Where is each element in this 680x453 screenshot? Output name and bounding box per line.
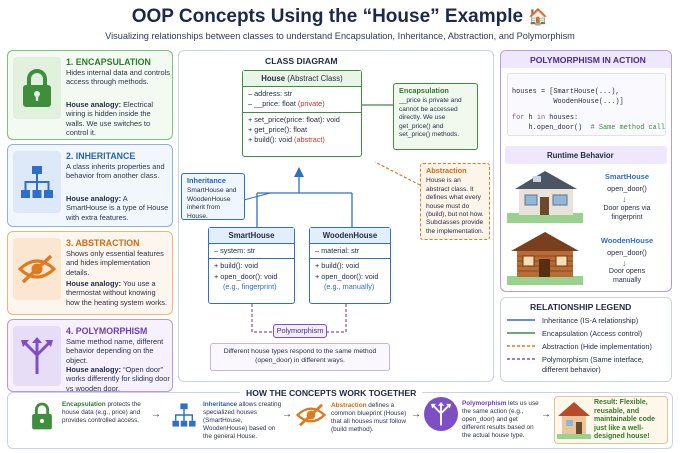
house-attribute: – address: str (248, 89, 293, 98)
card-description: A class inherits properties and behavior from another class. (66, 162, 165, 181)
eye-slash-icon (296, 402, 326, 433)
woodenhouse-method-tag: (e.g., manually) (324, 281, 375, 291)
runtime-wooden-call: open_door() (607, 248, 647, 257)
house-attribute: – __price: float (private) (248, 99, 325, 109)
legend-item: Inheritance (IS-A relationship) (542, 316, 639, 325)
down-arrow-icon: ↓ (622, 194, 627, 204)
smart-house-image (507, 167, 583, 223)
lock-icon (30, 401, 54, 436)
polymorphism-label: Polymorphism (273, 324, 327, 338)
card-description: Shows only essential features and hides implementation details. (66, 249, 164, 277)
smarthouse-class-name: SmartHouse (209, 228, 294, 244)
together-item-inheritance: Inheritance allows creating specialized houses (SmartHouse, WoodenHouse) based on the general House. (203, 401, 282, 440)
arrow-right-icon: → (411, 409, 421, 420)
legend-item: Encapsulation (Access control) (542, 329, 643, 338)
polymorphism-caption: Different house types respond to the same method (open_door) in different ways. (210, 343, 390, 371)
runtime-smart-result: Door opens via fingerprint (603, 205, 651, 221)
polymorphism-panel-title: POLYMORPHISM IN ACTION (530, 55, 646, 65)
house-method: + build(): void (abstract) (248, 135, 325, 145)
woodenhouse-attribute: – material: str (315, 246, 360, 255)
down-arrow-icon: ↓ (622, 258, 627, 268)
smarthouse-method-tag: (e.g., fingerprint) (223, 281, 277, 291)
branching-arrows-circle-icon (424, 397, 458, 431)
page-title: OOP Concepts Using the “House” Example 🏠 (131, 6, 549, 27)
woodenhouse-class-box (309, 227, 391, 304)
encapsulation-note: Encapsulation __price is private and cannot be accessed directly. We use get_price() and set_price() methods. (393, 83, 478, 150)
smarthouse-method: + open_door(): void (214, 271, 278, 281)
house-emoji-icon: 🏠 (528, 9, 549, 26)
card-analogy: House analogy: A SmartHouse is a type of House with extra features. (66, 194, 169, 222)
smarthouse-method: + build(): void (214, 261, 259, 271)
inheritance-note: Inheritance SmartHouse and WoodenHouse inherit from House. (181, 173, 245, 220)
page-subtitle: Visualizing relationships between classes to understand Encapsulation, Inheritance, Abstraction, and Polymorphism (105, 31, 575, 41)
card-heading: 1. ENCAPSULATION (66, 57, 151, 67)
class-diagram-title: CLASS DIAGRAM (265, 56, 338, 66)
code-line: for h in houses: (512, 114, 579, 122)
runtime-title: Runtime Behavior (547, 151, 614, 160)
house-method: + set_price(price: float): void (248, 114, 340, 124)
woodenhouse-method: + open_door(): void (315, 271, 379, 281)
card-heading: 2. INHERITANCE (66, 151, 136, 161)
card-heading: 3. ABSTRACTION (66, 238, 140, 248)
smarthouse-attribute: – system: str (214, 246, 256, 255)
code-block (507, 73, 666, 136)
card-heading: 4. POLYMORPHISM (66, 326, 148, 336)
woodenhouse-method: + build(): void (315, 261, 360, 271)
arrow-right-icon: → (151, 409, 161, 420)
card-description: Hides internal data and controls access through methods. (66, 68, 170, 87)
code-line: WoodenHouse(...)] (512, 98, 624, 106)
legend-title: RELATIONSHIP LEGEND (530, 302, 632, 312)
runtime-wooden-name: WoodenHouse (600, 236, 654, 245)
house-class-box (242, 70, 362, 157)
arrow-right-icon: → (282, 409, 292, 420)
legend-item: Abstraction (Hide implementation) (542, 342, 652, 351)
abstraction-note: Abstraction House is an abstract class. It defines what every house must do (build), but not how. Subclasses provide the implementation. (420, 163, 490, 240)
together-item-encapsulation: Encapsulation protects the house data (e.g., price) and provides controlled access. (62, 401, 141, 424)
card-description: Same method name, different behavior depending on the object. (66, 337, 164, 365)
runtime-wooden-result: Door opens manually (608, 268, 646, 284)
runtime-smart-call: open_door() (607, 184, 647, 193)
legend-item: Polymorphism (Same interface, different behavior) (542, 355, 644, 374)
smarthouse-class-box (208, 227, 295, 304)
code-line: h.open_door() # Same method call (512, 124, 666, 132)
card-analogy: House analogy: “Open door” works differently for sliding door vs wooden door. (66, 365, 170, 393)
arrow-right-icon: → (541, 409, 551, 420)
legend-swatches (507, 313, 537, 377)
house-class-name: House (Abstract Class) (243, 71, 361, 87)
house-method: + get_price(): float (248, 124, 308, 134)
together-item-polymorphism: Polymorphism lets us use the same action (e.g., open_door) and get different results based on the actual house type. (462, 400, 539, 439)
card-analogy: House analogy: You use a thermostat without knowing how the heating system works. (66, 279, 168, 307)
woodenhouse-class-name: WoodenHouse (310, 228, 390, 244)
wooden-house-image (507, 229, 583, 285)
runtime-smart-name: SmartHouse (604, 172, 650, 181)
code-line: houses = [SmartHouse(...), (512, 88, 620, 96)
hierarchy-icon (171, 402, 197, 433)
result-house-icon (557, 399, 591, 444)
together-item-abstraction: Abstraction defines a common blueprint (House) that all houses must follow (build method). (331, 402, 407, 433)
card-analogy: House analogy: Electrical wiring is hidden inside the walls. We use switches to control it. (66, 100, 154, 138)
together-title: HOW THE CONCEPTS WORK TOGETHER (240, 388, 422, 398)
result-text: Result: Flexible, reusable, and maintainable code just like a well-designed house! (594, 399, 656, 441)
